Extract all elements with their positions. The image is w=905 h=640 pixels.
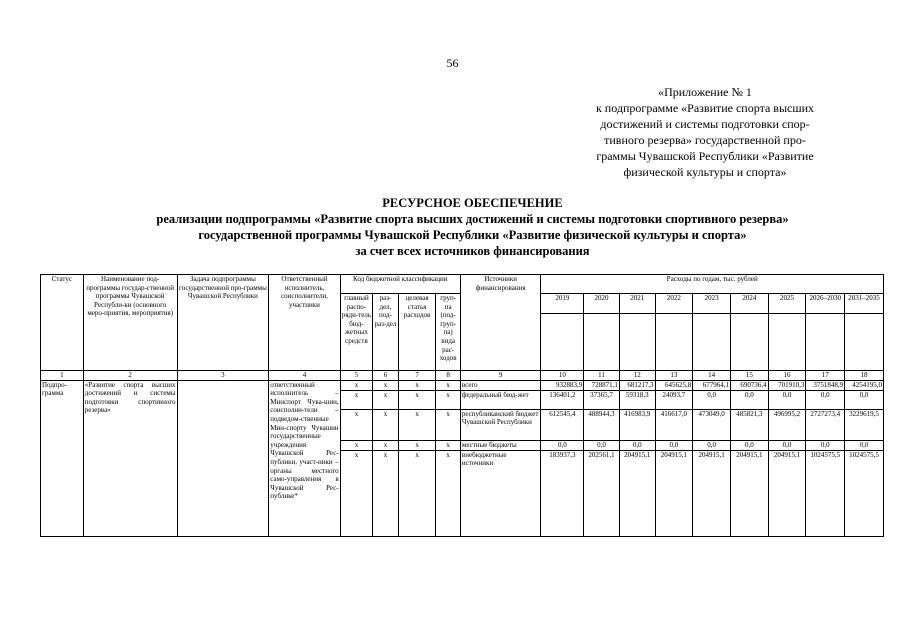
value-cell: 677964,1 <box>693 380 731 390</box>
appendix-line: тивного резерва» государственной про- <box>604 133 806 147</box>
column-number: 13 <box>655 371 693 381</box>
code-cell: x <box>398 390 436 409</box>
title-line: реализации подпрограммы «Развитие спорта высших достижений и системы подготовки спортивного резерва» <box>156 212 789 226</box>
code-cell: x <box>436 450 460 536</box>
value-cell: 2727273,4 <box>806 409 845 440</box>
header-year: 2026–2030 <box>806 294 845 314</box>
value-cell: 202561,1 <box>584 450 620 536</box>
code-cell: x <box>436 380 460 390</box>
header-bc-group: груп-па (под-груп-па) вида рас-ходов <box>436 294 460 371</box>
page-number: 56 <box>446 56 459 70</box>
appendix-line: граммы Чувашской Республики «Развитие <box>596 149 814 163</box>
header-bc-main: главный распо-ряди-тель бюд-жетных средств <box>340 294 373 371</box>
value-cell: 0,0 <box>693 440 731 450</box>
header-year-spacer <box>693 314 731 371</box>
header-year: 2022 <box>655 294 693 314</box>
value-cell: 645625,8 <box>655 380 693 390</box>
header-year-spacer <box>619 314 655 371</box>
value-cell: 612545,4 <box>541 409 584 440</box>
code-cell: x <box>340 450 373 536</box>
code-cell: x <box>398 409 436 440</box>
value-cell: 0,0 <box>693 390 731 409</box>
code-cell: x <box>373 380 398 390</box>
value-cell: 0,0 <box>768 440 806 450</box>
appendix-line: «Приложение № 1 <box>658 85 752 99</box>
appendix-line: к подпрограмме «Развитие спорта высших <box>595 101 815 115</box>
header-year-spacer <box>845 314 884 371</box>
value-cell: 3751848,9 <box>806 380 845 390</box>
row-executor: ответственный исполнитель – Минспорт Чува-шии, соисполни-тели – подведом-ственные Мин-спорту Чувашии государственные учреждения Чувашской Рес-публики, участ-ники – органы местного само-управления в Чувашской Рес-публике* <box>269 380 340 536</box>
column-number: 1 <box>41 371 84 381</box>
source-cell: федеральный бюд-жет <box>460 390 541 409</box>
header-year: 2024 <box>730 294 768 314</box>
code-cell: x <box>436 440 460 450</box>
column-number: 10 <box>541 371 584 381</box>
header-bc-article: целевая статья расходов <box>398 294 436 371</box>
code-cell: x <box>436 390 460 409</box>
column-number: 14 <box>693 371 731 381</box>
column-number: 2 <box>83 371 177 381</box>
header-executor: Ответственный исполнитель, соисполнители, участники <box>269 275 340 371</box>
value-cell: 0,0 <box>730 390 768 409</box>
code-cell: x <box>436 409 460 440</box>
value-cell: 0,0 <box>845 390 884 409</box>
row-status: Подпро-грамма <box>41 380 84 536</box>
header-status: Статус <box>41 275 84 371</box>
row-name: «Развитие спорта высших достижений и системы подготовки спортивного резерва» <box>83 380 177 536</box>
code-cell: x <box>340 390 373 409</box>
value-cell: 24093,7 <box>655 390 693 409</box>
value-cell: 416617,0 <box>655 409 693 440</box>
value-cell: 473049,0 <box>693 409 731 440</box>
value-cell: 136401,2 <box>541 390 584 409</box>
value-cell: 701910,3 <box>768 380 806 390</box>
value-cell: 488944,3 <box>584 409 620 440</box>
header-bc-section: раз-дел, под-раз-дел <box>373 294 398 371</box>
column-number: 3 <box>177 371 269 381</box>
appendix-line: достижений и системы подготовки спор- <box>600 117 810 131</box>
value-cell: 0,0 <box>806 440 845 450</box>
column-number: 6 <box>373 371 398 381</box>
code-cell: x <box>340 380 373 390</box>
value-cell: 0,0 <box>655 440 693 450</box>
header-year-spacer <box>730 314 768 371</box>
value-cell: 1024575,5 <box>806 450 845 536</box>
column-number: 9 <box>460 371 541 381</box>
column-number: 18 <box>845 371 884 381</box>
value-cell: 3229619,5 <box>845 409 884 440</box>
header-year-spacer <box>768 314 806 371</box>
column-number: 11 <box>584 371 620 381</box>
column-number: 17 <box>806 371 845 381</box>
header-year-spacer <box>806 314 845 371</box>
value-cell: 204915,1 <box>693 450 731 536</box>
value-cell: 183937,3 <box>541 450 584 536</box>
value-cell: 0,0 <box>541 440 584 450</box>
value-cell: 690736,4 <box>730 380 768 390</box>
column-number: 15 <box>730 371 768 381</box>
header-year: 2019 <box>541 294 584 314</box>
value-cell: 0,0 <box>806 390 845 409</box>
code-cell: x <box>398 440 436 450</box>
value-cell: 204915,1 <box>655 450 693 536</box>
header-year-spacer <box>541 314 584 371</box>
source-cell: всего <box>460 380 541 390</box>
source-cell: внебюджетные источники <box>460 450 541 536</box>
appendix-line: физической культуры и спорта» <box>623 165 787 179</box>
column-number: 7 <box>398 371 436 381</box>
value-cell: 4254195,0 <box>845 380 884 390</box>
table-row <box>41 380 884 390</box>
code-cell: x <box>373 450 398 536</box>
value-cell: 204915,1 <box>619 450 655 536</box>
value-cell: 204915,1 <box>768 450 806 536</box>
source-cell: республиканский бюджет Чувашской Республики <box>460 409 541 440</box>
code-cell: x <box>398 450 436 536</box>
value-cell: 932883,9 <box>541 380 584 390</box>
value-cell: 496995,2 <box>768 409 806 440</box>
title-line: за счет всех источников финансирования <box>355 244 590 258</box>
column-number: 5 <box>340 371 373 381</box>
header-year: 2031–2035 <box>845 294 884 314</box>
header-budget-code: Код бюджетной классификации <box>340 275 460 294</box>
value-cell: 0,0 <box>845 440 884 450</box>
document-title <box>0 195 905 259</box>
code-cell: x <box>373 390 398 409</box>
column-number: 12 <box>619 371 655 381</box>
column-number: 8 <box>436 371 460 381</box>
header-expenses: Расходы по годам, тыс. рублей <box>541 275 884 294</box>
header-year-spacer <box>584 314 620 371</box>
resource-table <box>40 274 884 537</box>
row-task <box>177 380 269 536</box>
value-cell: 728871,1 <box>584 380 620 390</box>
value-cell: 1024575,5 <box>845 450 884 536</box>
value-cell: 0,0 <box>619 440 655 450</box>
value-cell: 0,0 <box>584 440 620 450</box>
header-year-spacer <box>655 314 693 371</box>
header-year: 2021 <box>619 294 655 314</box>
header-source: Источники финансирования <box>460 275 541 371</box>
value-cell: 0,0 <box>730 440 768 450</box>
code-cell: x <box>373 409 398 440</box>
source-cell: местные бюджеты <box>460 440 541 450</box>
value-cell: 416983,9 <box>619 409 655 440</box>
value-cell: 485821,3 <box>730 409 768 440</box>
value-cell: 37365,7 <box>584 390 620 409</box>
column-number: 16 <box>768 371 806 381</box>
title-line: РЕСУРСНОЕ ОБЕСПЕЧЕНИЕ <box>382 196 563 210</box>
value-cell: 59318,3 <box>619 390 655 409</box>
header-task: Задача подпрограммы государственной про-граммы Чувашской Республики <box>177 275 269 371</box>
value-cell: 0,0 <box>768 390 806 409</box>
header-year: 2023 <box>693 294 731 314</box>
title-line: государственной программы Чувашской Республики «Развитие физической культуры и спорта» <box>198 228 747 242</box>
column-number: 4 <box>269 371 340 381</box>
code-cell: x <box>340 409 373 440</box>
value-cell: 204915,1 <box>730 450 768 536</box>
value-cell: 681217,3 <box>619 380 655 390</box>
code-cell: x <box>340 440 373 450</box>
header-name: Наименование под-программы государ-ственной программы Чувашской Республи-ки (основного меро-приятия, мероприятия) <box>83 275 177 371</box>
header-year: 2025 <box>768 294 806 314</box>
header-year: 2020 <box>584 294 620 314</box>
code-cell: x <box>398 380 436 390</box>
appendix-block <box>560 84 850 180</box>
code-cell: x <box>373 440 398 450</box>
